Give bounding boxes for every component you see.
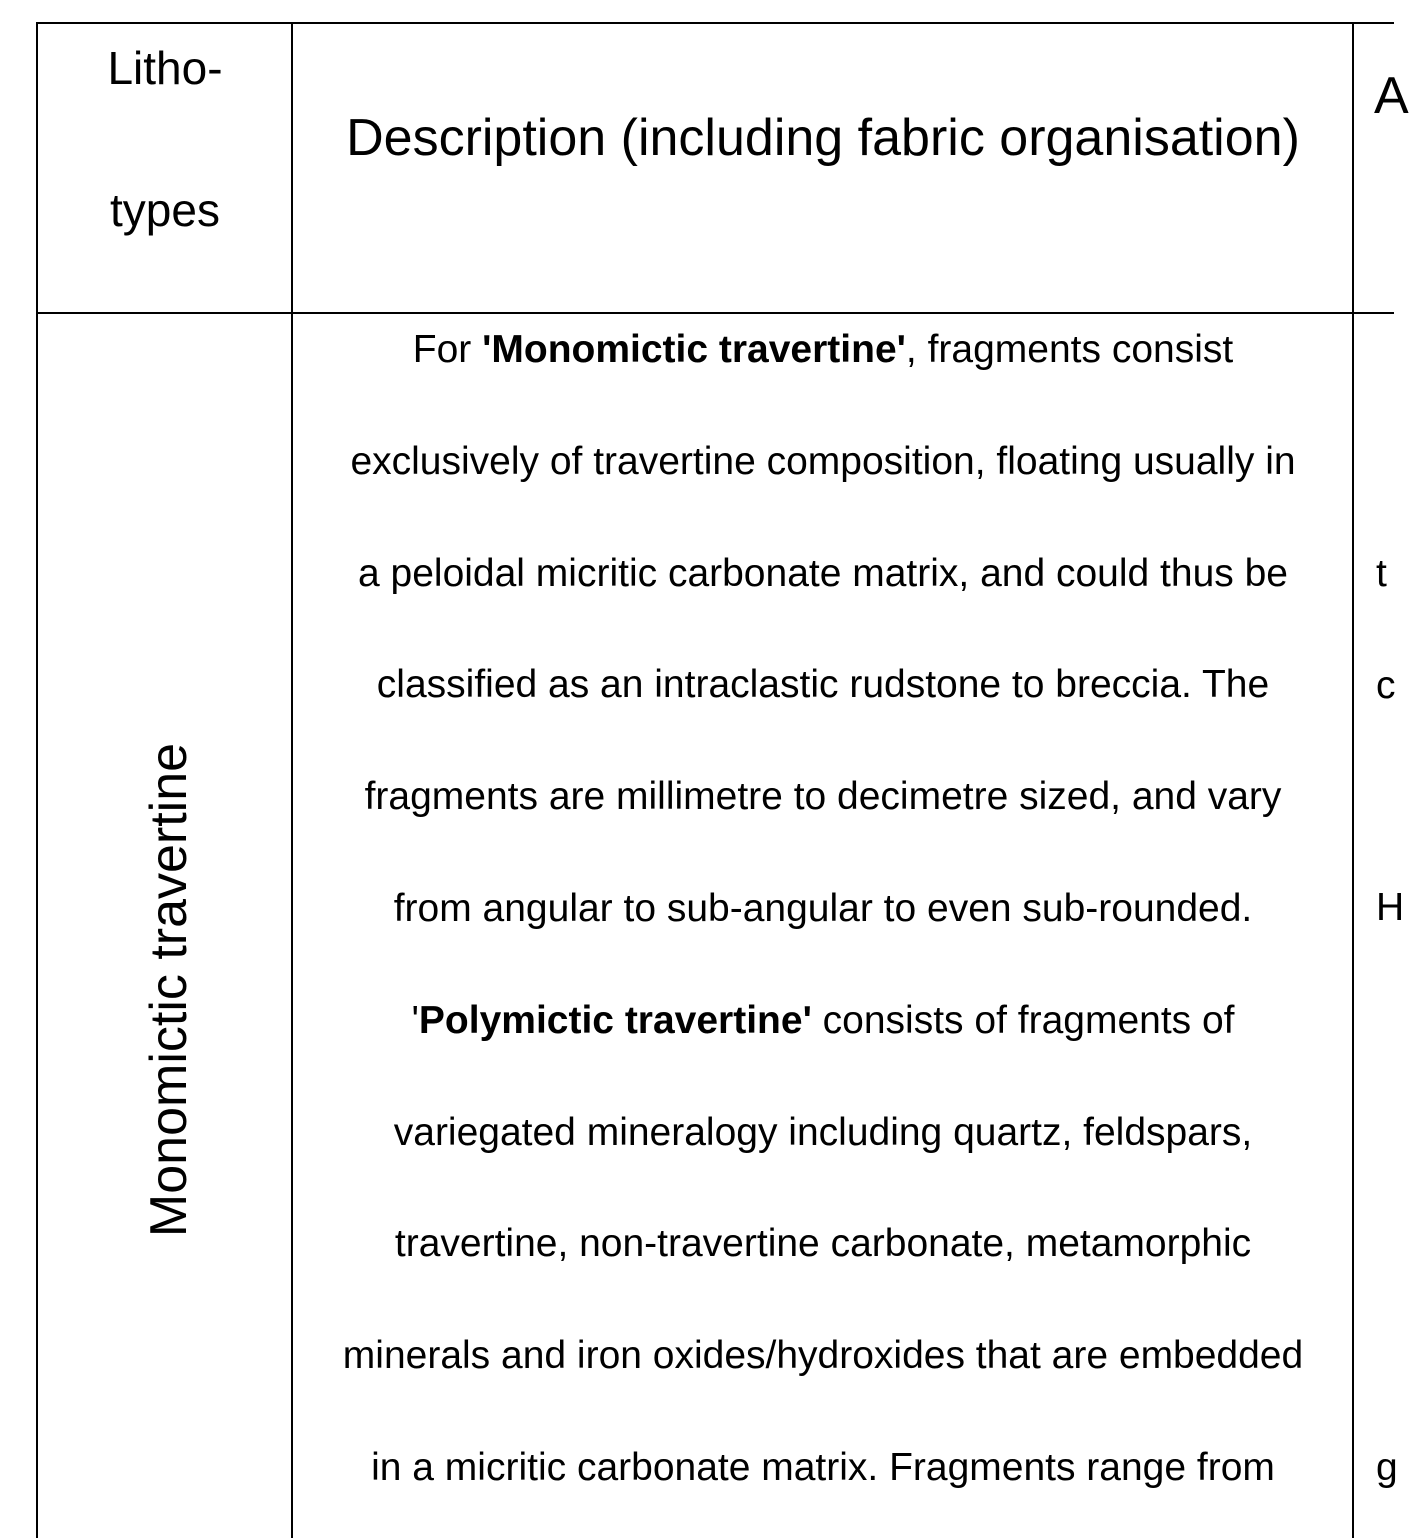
description-bold-term: 'Monomictic travertine'	[482, 328, 906, 371]
description-line	[294, 1109, 1352, 1157]
lithotype-cell	[38, 314, 292, 1538]
description-text: minerals and iron oxides/hydroxides that are embedded	[342, 1334, 1304, 1377]
lithotype-label: Monomictic travertine	[140, 742, 198, 1238]
header-col3-partial: A	[1374, 67, 1409, 125]
description-line	[294, 326, 1352, 374]
description-line	[294, 885, 1352, 933]
description-text: consists of fragments of	[811, 999, 1235, 1042]
description-text: For	[412, 328, 483, 371]
description-text: variegated mineralogy including quartz, feldspars,	[393, 1111, 1253, 1154]
table-top-border	[36, 22, 1394, 24]
description-text: in a micritic carbonate matrix. Fragments range from	[371, 1446, 1275, 1489]
header-lithotypes-line2: types	[110, 184, 220, 236]
description-line	[294, 438, 1352, 486]
col3-partial-text: H	[1376, 886, 1405, 929]
description-text: from angular to sub-angular to even sub-rounded.	[393, 887, 1253, 930]
description-line	[294, 997, 1352, 1045]
description-line	[294, 1444, 1352, 1492]
description-text: classified as an intraclastic rudstone to breccia. The	[376, 663, 1270, 706]
description-text: exclusively of travertine composition, floating usually in	[350, 440, 1296, 483]
description-line	[294, 661, 1352, 709]
header-lithotypes-line1: Litho-	[107, 42, 223, 94]
column-divider-2	[1352, 22, 1354, 1538]
description-text: '	[411, 999, 419, 1042]
description-line	[294, 773, 1352, 821]
description-bold-term: Polymictic travertine'	[418, 999, 812, 1042]
description-line	[294, 1332, 1352, 1380]
description-text: , fragments consist	[905, 328, 1234, 371]
col3-partial-text: t	[1376, 552, 1387, 595]
description-text: fragments are millimetre to decimetre sized, and vary	[364, 775, 1282, 818]
header-description: Description (including fabric organisation)	[346, 109, 1300, 167]
description-line	[294, 1220, 1352, 1268]
col3-partial-text: g	[1376, 1446, 1398, 1489]
description-text: travertine, non-travertine carbonate, metamorphic	[394, 1222, 1252, 1265]
description-text: a peloidal micritic carbonate matrix, and could thus be	[358, 552, 1288, 595]
col3-partial-text: c	[1376, 664, 1396, 707]
description-line	[294, 550, 1352, 598]
